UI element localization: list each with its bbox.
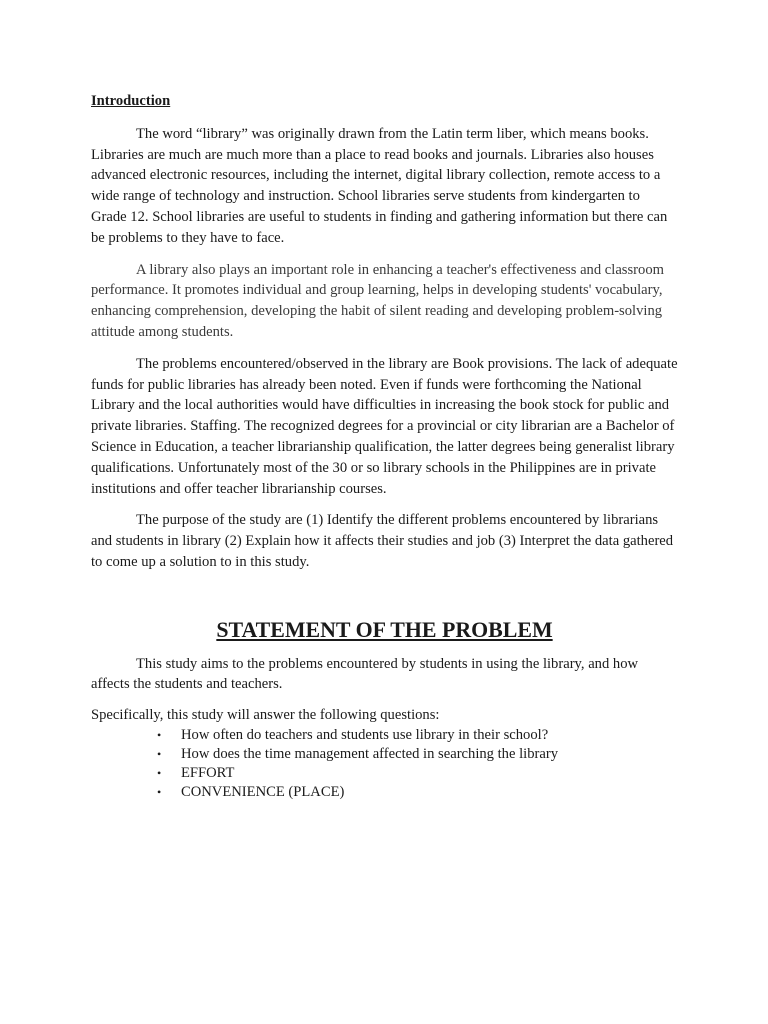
statement-of-problem-heading: STATEMENT OF THE PROBLEM <box>216 616 553 642</box>
intro-paragraph-2: A library also plays an important role in enhancing a teacher's effectiveness and classroom performance. It promotes individual and group learning, helps in developing students' vocabulary, enhancing comprehension, developing the habit of silent reading and developing problem-solving attitude among students. <box>91 261 664 340</box>
questions-lead: Specifically, this study will answer the following questions: <box>91 707 440 724</box>
intro-paragraph-1: The word “library” was originally drawn from the Latin term liber, which means books. Libraries are much are much more than a place to read books and journals. Libraries also houses advanced electronic resources, including the internet, digital library collection, remote access to a wide range of technology and instruction. School libraries serve students from kindergarten to Grade 12. School libraries are useful to students in finding and gathering information but there can be problems to they have to face. <box>91 125 668 246</box>
problem-paragraph: This study aims to the problems encountered by students in using the library, and how affects the students and teachers. <box>91 655 639 693</box>
bullet-icon: • <box>157 784 162 799</box>
bullet-icon: • <box>157 746 162 761</box>
list-item <box>155 783 678 802</box>
bullet-icon: • <box>157 727 162 742</box>
question-text: How does the time management affected in searching the library <box>181 745 559 762</box>
document-body <box>91 91 678 802</box>
list-item <box>155 726 678 745</box>
question-text: EFFORT <box>181 764 235 781</box>
list-item <box>155 764 678 783</box>
intro-paragraph-4: The purpose of the study are (1) Identify the different problems encountered by librarians and students in library (2) Explain how it affects their studies and job (3) Interpret the data gathered to come up a solution to in this study. <box>91 512 674 570</box>
intro-paragraph-3: The problems encountered/observed in the library are Book provisions. The lack of adequate funds for public libraries has already been noted. Even if funds were forthcoming the National Library and the local authorities would have difficulties in increasing the book stock for public and private libraries. Staffing. The recognized degrees for a provincial or city librarian are a Bachelor of Science in Education, a teacher librarianship qualification, the latter degrees being generalist library qualifications. Unfortunately most of the 30 or so library schools in the Philippines are in private institutions and offer teacher librarianship courses. <box>91 355 678 497</box>
question-text: How often do teachers and students use library in their school? <box>181 726 549 743</box>
list-item <box>155 745 678 764</box>
introduction-heading: Introduction <box>91 93 171 109</box>
bullet-icon: • <box>157 765 162 780</box>
questions-list <box>91 726 678 802</box>
question-text: CONVENIENCE (PLACE) <box>181 783 345 800</box>
